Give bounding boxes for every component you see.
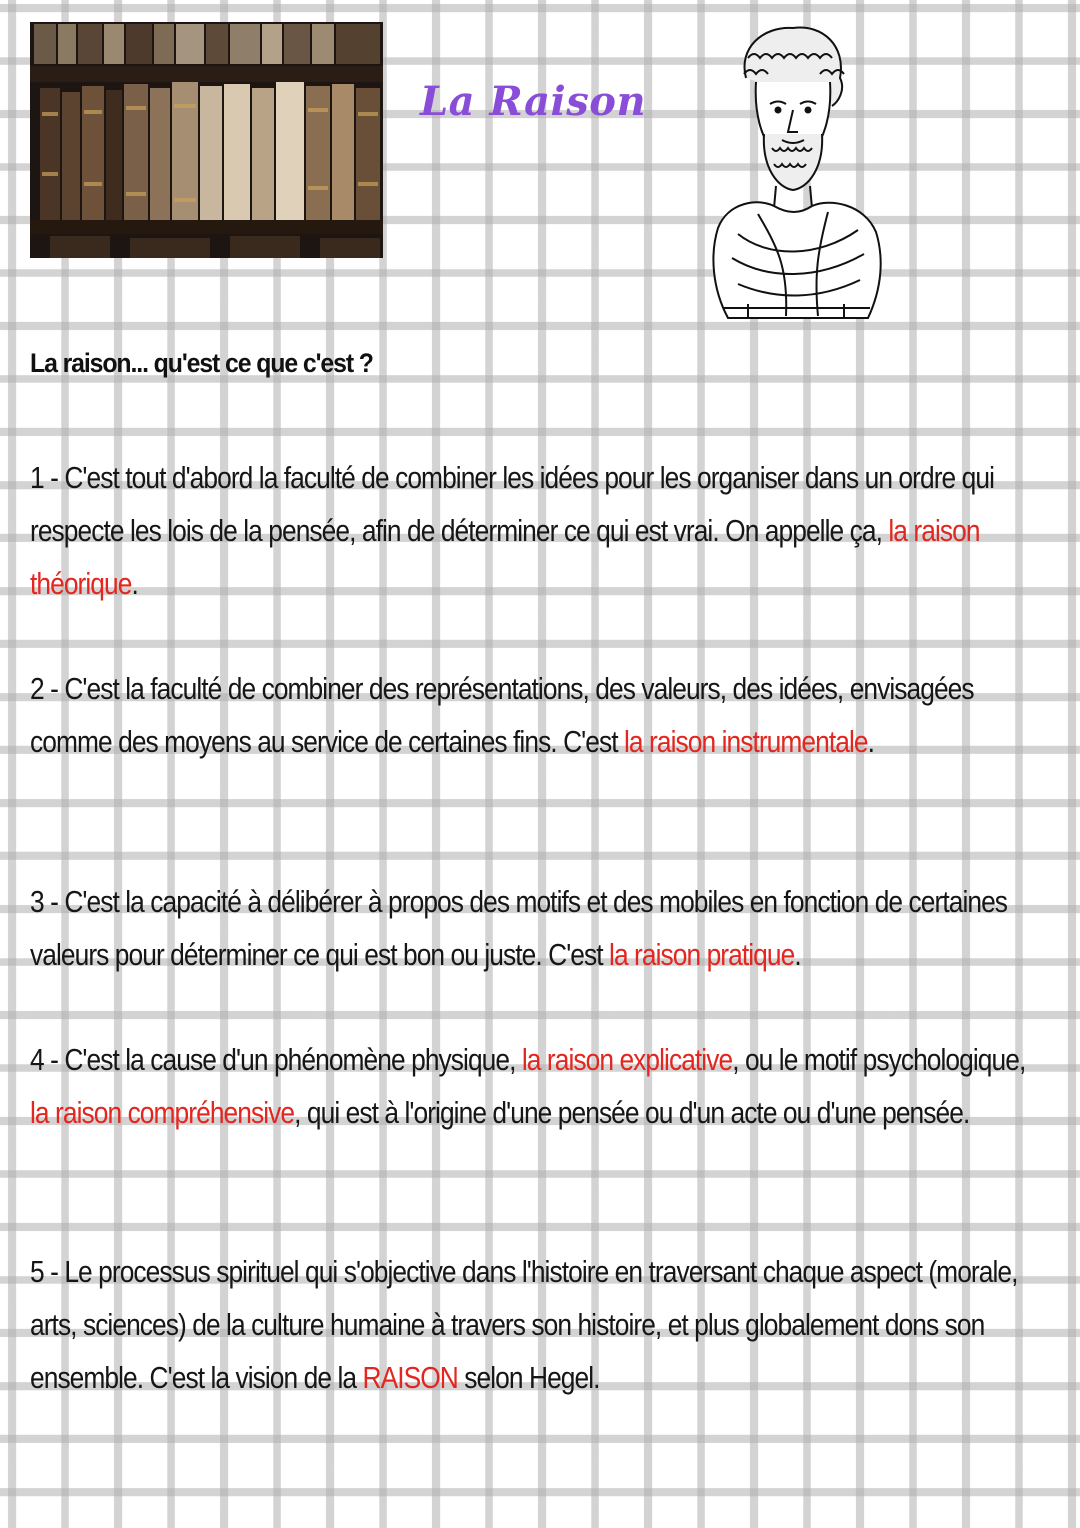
item-5-end: selon Hegel. [457, 1360, 600, 1395]
definition-item-1 [30, 451, 1050, 610]
item-4-term2: la raison compréhensive [30, 1095, 295, 1130]
page-title: La Raison [420, 78, 647, 125]
item-4-term: la raison explicative [521, 1042, 733, 1077]
item-3-end: . [794, 937, 801, 972]
definition-item-3 [30, 875, 1050, 981]
item-3-text: 3 - C'est la capacité à délibérer à propos des motifs et des mobiles en fonction de certaines valeurs pour déterminer ce qui est bon ou juste. C'est [30, 884, 1008, 972]
definition-item-2 [30, 662, 1050, 768]
item-2-term: la raison instrumentale [624, 724, 868, 759]
item-4-text: 4 - C'est la cause d'un phénomène physique, [30, 1042, 522, 1077]
item-1-end: . [131, 566, 138, 601]
bookshelf-image [30, 22, 383, 258]
item-4-end: , qui est à l'origine d'une pensée ou d'un acte ou d'une pensée. [294, 1095, 970, 1130]
definition-item-5 [30, 1245, 1050, 1404]
item-2-text: 2 - C'est la faculté de combiner des représentations, des valeurs, des idées, envisagées comme des moyens au service de certaines fins. C'est [30, 671, 974, 759]
item-2-end: . [867, 724, 874, 759]
philosopher-bust-image [668, 18, 920, 322]
item-5-text: 5 - Le processus spirituel qui s'objective dans l'histoire en traversant chaque aspect (morale, arts, sciences) de la culture humaine à travers son histoire, et plus globalement dons son ensemble. C'est la vision de la [30, 1254, 1018, 1395]
definition-item-4 [30, 1033, 1050, 1139]
item-1-term: la raison théorique [30, 513, 980, 601]
item-4-middle: , ou le motif psychologique, [732, 1042, 1026, 1077]
item-1-text: 1 - C'est tout d'abord la faculté de combiner les idées pour les organiser dans un ordre qui respecte les lois de la pensée, afin de déterminer ce qui est vrai. On appelle ça, [30, 460, 995, 548]
item-5-term: RAISON [362, 1360, 458, 1395]
item-3-term: la raison pratique [609, 937, 795, 972]
section-question: La raison... qu'est ce que c'est ? [30, 348, 373, 378]
